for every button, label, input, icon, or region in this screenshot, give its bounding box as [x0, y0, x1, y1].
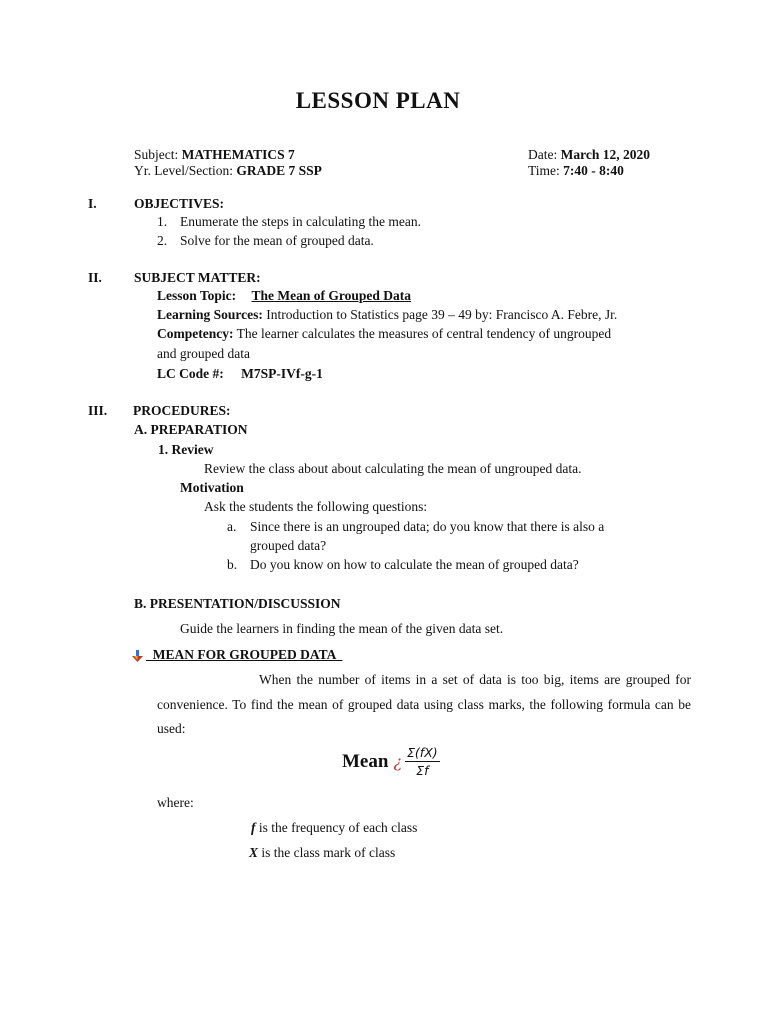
arrow-bullet-icon	[131, 649, 145, 663]
motivation-text: Ask the students the following questions:	[204, 499, 428, 514]
review-text: Review the class about about calculating the mean of ungrouped data.	[204, 461, 582, 476]
procedures-heading: PROCEDURES:	[133, 403, 231, 418]
procedures-numeral: III.	[88, 403, 108, 418]
review-heading: 1. Review	[158, 442, 214, 457]
time-label: Time:	[528, 163, 560, 178]
subject-value: MATHEMATICS 7	[181, 147, 295, 162]
lc-code-line	[157, 366, 323, 382]
objective-2-num: 2.	[157, 233, 168, 248]
level-label: Yr. Level/Section:	[134, 163, 233, 178]
time-value: 7:40 - 8:40	[563, 163, 624, 178]
subject-line	[134, 147, 295, 163]
formula-label: Mean	[342, 750, 389, 772]
guide-text: Guide the learners in finding the mean of the given data set.	[180, 621, 504, 636]
subject-matter-numeral: II.	[88, 270, 102, 285]
question-b-letter: b.	[227, 557, 238, 572]
formula-denominator: Σf	[416, 763, 429, 778]
learning-sources-value: Introduction to Statistics page 39 – 49 by: Francisco A. Febre, Jr.	[266, 307, 618, 322]
def-class-mark-text: is the class mark of class	[258, 845, 396, 860]
presentation-heading: B. PRESENTATION/DISCUSSION	[134, 596, 341, 611]
question-a-line1: Since there is an ungrouped data; do you know that there is also a	[250, 519, 605, 534]
lesson-topic-label: Lesson Topic:	[157, 288, 237, 303]
objective-2-text: Solve for the mean of grouped data.	[180, 233, 374, 248]
subject-label: Subject:	[134, 147, 179, 162]
def-class-mark-symbol: X	[249, 845, 259, 860]
date-value: March 12, 2020	[560, 147, 650, 162]
lesson-topic-value: The Mean of Grouped Data	[251, 288, 412, 303]
mean-grouped-heading: MEAN FOR GROUPED DATA	[146, 647, 343, 662]
lc-code-label: LC Code #:	[157, 366, 224, 381]
date-label: Date:	[528, 147, 558, 162]
objectives-heading: OBJECTIVES:	[134, 196, 225, 211]
formula-numerator: Σ(fX)	[407, 745, 438, 760]
question-a-letter: a.	[227, 519, 237, 534]
formula-fraction	[405, 745, 440, 778]
page-title: LESSON PLAN	[295, 88, 461, 113]
formula-symbol: ¿	[393, 752, 403, 771]
mean-formula	[342, 745, 440, 778]
objective-1-text: Enumerate the steps in calculating the mean.	[180, 214, 422, 229]
lesson-topic-line	[157, 288, 411, 304]
level-line	[134, 163, 322, 179]
time-line	[528, 163, 624, 179]
competency-text-1: The learner calculates the measures of central tendency of ungrouped	[236, 326, 612, 341]
mean-paragraph: When the number of items in a set of data is too big, items are grouped for convenience. To find the mean of grouped data using class marks, the following formula can be used:	[157, 672, 691, 736]
def-frequency-symbol: f	[251, 820, 256, 835]
date-line	[528, 147, 650, 163]
competency-label: Competency:	[157, 326, 234, 341]
objectives-numeral: I.	[88, 196, 97, 211]
level-value: GRADE 7 SSP	[236, 163, 322, 178]
question-a-line2: grouped data?	[250, 538, 327, 553]
subject-matter-heading: SUBJECT MATTER:	[134, 270, 261, 285]
def-frequency-text: is the frequency of each class	[255, 820, 418, 835]
objective-1-num: 1.	[157, 214, 168, 229]
lc-code-value: M7SP-IVf-g-1	[241, 366, 323, 381]
where-text: where:	[157, 795, 194, 810]
learning-sources-label: Learning Sources:	[157, 307, 263, 322]
preparation-heading: A. PREPARATION	[134, 422, 248, 437]
def-class-mark	[249, 845, 395, 861]
question-b-line1: Do you know on how to calculate the mean of grouped data?	[250, 557, 579, 572]
def-frequency	[251, 820, 417, 836]
motivation-heading: Motivation	[180, 480, 244, 495]
learning-sources-line	[157, 307, 617, 323]
competency-line	[157, 326, 611, 342]
competency-text-2: and grouped data	[157, 346, 250, 361]
